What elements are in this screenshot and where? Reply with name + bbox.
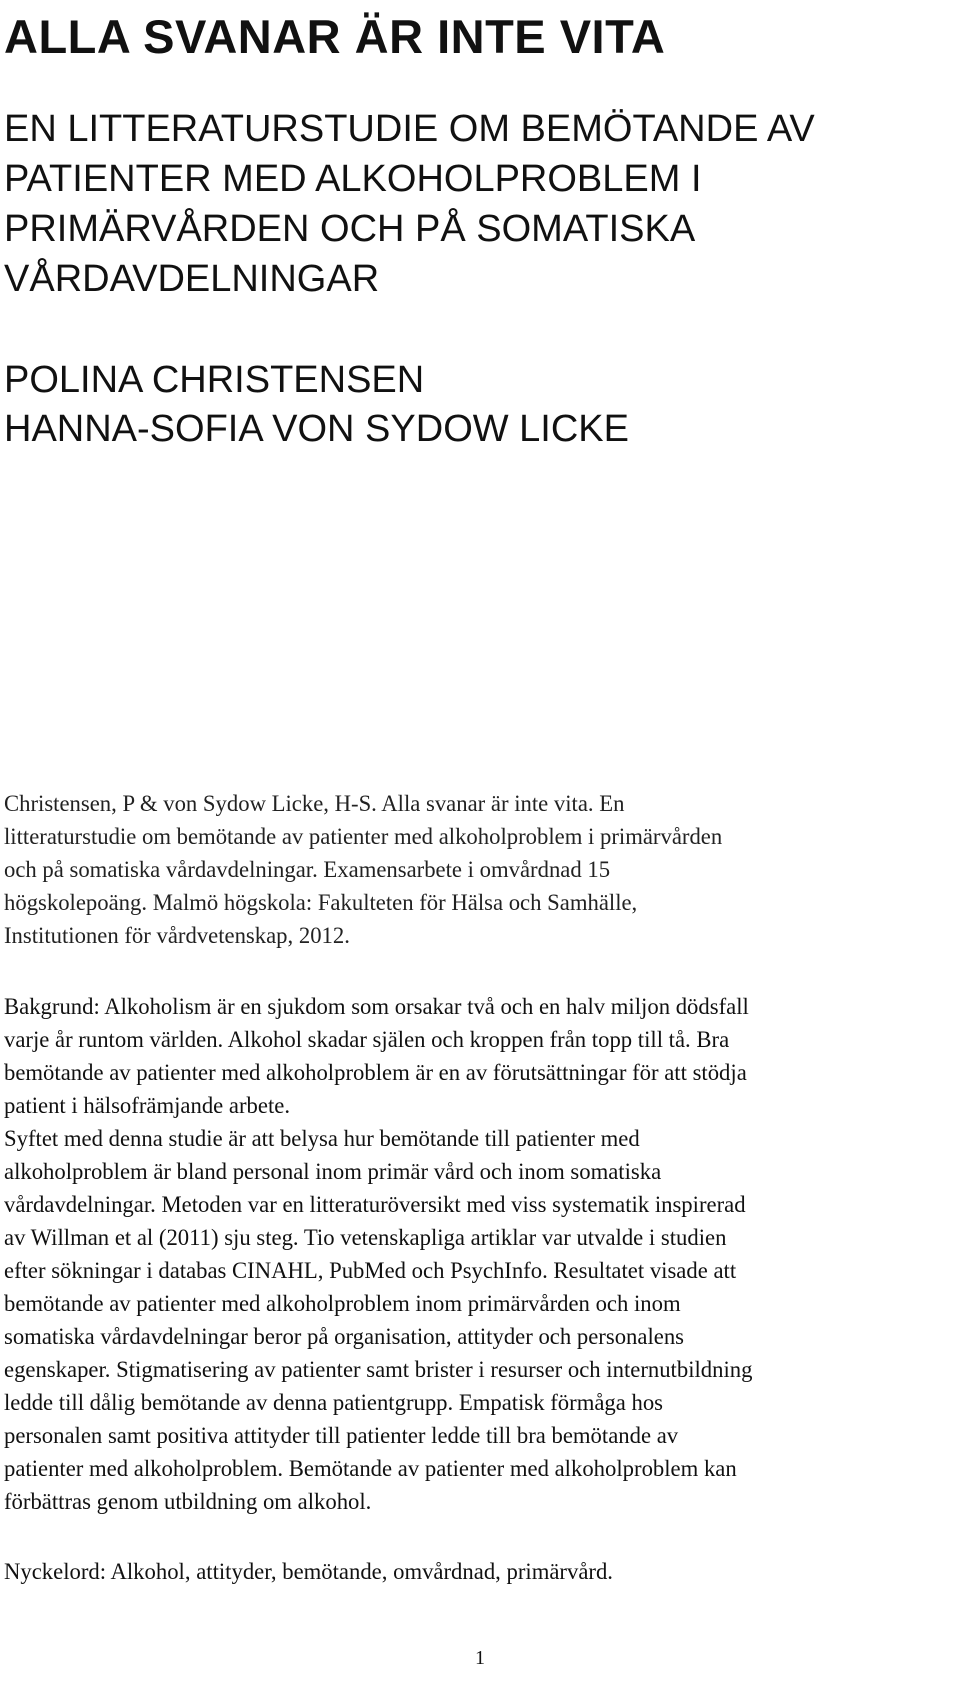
author-list — [4, 356, 629, 454]
abstract-text — [4, 990, 956, 1518]
subtitle-line: VÅRDAVDELNINGAR — [4, 258, 380, 300]
keywords-text: Nyckelord: Alkohol, attityder, bemötande, omvårdnad, primärvård. — [4, 1559, 613, 1584]
citation-line: Christensen, P & von Sydow Licke, H-S. Alla svanar är inte vita. En — [4, 791, 625, 816]
citation-line: högskolepoäng. Malmö högskola: Fakulteten för Hälsa och Samhälle, — [4, 890, 638, 915]
abstract-line: personalen samt positiva attityder till patienter ledde till bra bemötande av — [4, 1423, 679, 1448]
subtitle-line: PRIMÄRVÅRDEN OCH PÅ SOMATISKA — [4, 208, 696, 250]
abstract-line: patienter med alkoholproblem. Bemötande av patienter med alkoholproblem kan — [4, 1456, 737, 1481]
abstract-line: varje år runtom världen. Alkohol skadar själen och kroppen från topp till tå. Bra — [4, 1027, 730, 1052]
citation-line: Institutionen för vårdvetenskap, 2012. — [4, 923, 350, 948]
citation-paragraph — [4, 787, 956, 952]
abstract-line: egenskaper. Stigmatisering av patienter samt brister i resurser och internutbildning — [4, 1357, 753, 1382]
abstract-line: bemötande av patienter med alkoholproblem inom primärvården och inom — [4, 1291, 681, 1316]
subtitle-line: EN LITTERATURSTUDIE OM BEMÖTANDE AV — [4, 108, 815, 150]
abstract-line: Bakgrund: Alkoholism är en sjukdom som orsakar två och en halv miljon dödsfall — [4, 994, 749, 1019]
citation-line: och på somatiska vårdavdelningar. Examensarbete i omvårdnad 15 — [4, 857, 611, 882]
abstract-line: vårdavdelningar. Metoden var en litteraturöversikt med viss systematik inspirerad — [4, 1192, 746, 1217]
abstract-line: Syftet med denna studie är att belysa hur bemötande till patienter med — [4, 1126, 640, 1151]
author-name: POLINA CHRISTENSEN — [4, 359, 425, 401]
document-subtitle — [4, 104, 815, 304]
page-number: 1 — [475, 1647, 485, 1669]
abstract-line: förbättras genom utbildning om alkohol. — [4, 1489, 372, 1514]
subtitle-line: PATIENTER MED ALKOHOLPROBLEM I — [4, 158, 702, 200]
abstract-line: patient i hälsofrämjande arbete. — [4, 1093, 290, 1118]
author-name: HANNA-SOFIA VON SYDOW LICKE — [4, 408, 629, 450]
document-title: ALLA SVANAR ÄR INTE VITA — [4, 10, 666, 63]
abstract-line: somatiska vårdavdelningar beror på organisation, attityder och personalens — [4, 1324, 684, 1349]
abstract-line: efter sökningar i databas CINAHL, PubMed och PsychInfo. Resultatet visade att — [4, 1258, 737, 1283]
abstract-line: av Willman et al (2011) sju steg. Tio vetenskapliga artiklar var utvalde i studien — [4, 1225, 727, 1250]
citation-line: litteraturstudie om bemötande av patienter med alkoholproblem i primärvården — [4, 824, 723, 849]
abstract-line: ledde till dålig bemötande av denna patientgrupp. Empatisk förmåga hos — [4, 1390, 664, 1415]
abstract-line: alkoholproblem är bland personal inom primär vård och inom somatiska — [4, 1159, 662, 1184]
abstract-line: bemötande av patienter med alkoholproblem är en av förutsättningar för att stödja — [4, 1060, 747, 1085]
keywords-line — [4, 1555, 956, 1588]
